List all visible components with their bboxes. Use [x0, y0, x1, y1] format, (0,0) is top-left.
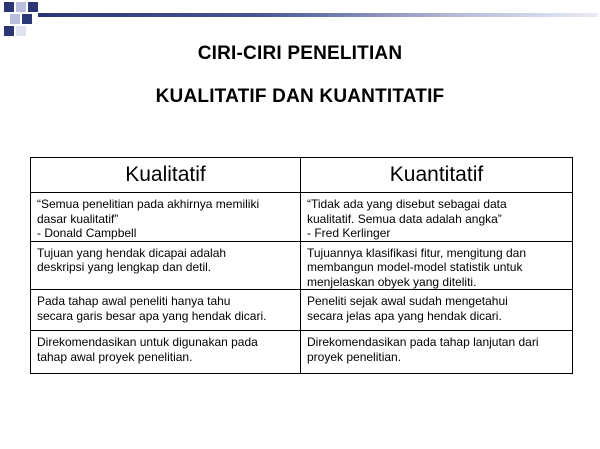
- cell-kuantitatif: [301, 331, 573, 374]
- deco-square: [4, 2, 14, 12]
- deco-square: [16, 2, 26, 12]
- cell-kuantitatif: [301, 290, 573, 331]
- cell-text-line: proyek penelitian.: [307, 349, 402, 364]
- table-row: [31, 290, 573, 331]
- header-rule: [38, 13, 598, 17]
- cell-text-line: deskripsi yang lengkap dan detil.: [37, 260, 212, 274]
- cell-text-line: “Semua penelitian pada akhirnya memiliki: [37, 197, 260, 211]
- deco-square: [22, 14, 32, 24]
- table-row: [31, 331, 573, 374]
- deco-square: [28, 2, 38, 12]
- decorative-squares: [0, 0, 60, 44]
- cell-text-line: - Donald Campbell: [37, 226, 137, 240]
- table-header-row: [31, 158, 573, 193]
- cell-kualitatif: [31, 241, 301, 290]
- cell-text-line: Tujuan yang hendak dicapai adalah: [37, 245, 227, 260]
- cell-kualitatif: [31, 290, 301, 331]
- cell-kuantitatif: [301, 241, 573, 290]
- table-row: [31, 241, 573, 290]
- cell-kualitatif: [31, 193, 301, 242]
- slide-title-line-2: KUALITATIF DAN KUANTITATIF: [155, 86, 445, 107]
- slide-title-line-1: CIRI-CIRI PENELITIAN: [197, 43, 403, 64]
- deco-square: [16, 26, 26, 36]
- cell-text-line: Pada tahap awal peneliti hanya tahu: [37, 294, 231, 308]
- cell-text-line: - Fred Kerlinger: [307, 226, 391, 240]
- header-kualitatif: Kualitatif: [31, 158, 301, 193]
- header-kuantitatif: Kuantitatif: [301, 158, 573, 193]
- cell-text-line: Tujuannya klasifikasi fitur, mengitung dan: [307, 245, 527, 260]
- cell-text-line: tahap awal proyek penelitian.: [37, 349, 193, 364]
- deco-square: [4, 26, 14, 36]
- cell-kualitatif: [31, 331, 301, 374]
- comparison-table: [30, 157, 573, 374]
- cell-text-line: kualitatif. Semua data adalah angka”: [307, 211, 502, 226]
- cell-text-line: Direkomendasikan untuk digunakan pada: [37, 335, 258, 349]
- deco-square: [10, 14, 20, 24]
- cell-kuantitatif: [301, 193, 573, 242]
- cell-text-line: dasar kualitatif”: [37, 211, 119, 226]
- cell-text-line: secara jelas apa yang hendak dicari.: [307, 308, 502, 323]
- cell-text-line: secara garis besar apa yang hendak dicari.: [37, 308, 267, 323]
- cell-text-line: “Tidak ada yang disebut sebagai data: [307, 197, 507, 211]
- cell-text-line: Direkomendasikan pada tahap lanjutan dari: [307, 335, 539, 349]
- cell-text-line: membangun model-model statistik untuk: [307, 260, 523, 274]
- table-row: [31, 193, 573, 242]
- cell-text-line: menjelaskan obyek yang diteliti.: [307, 274, 477, 289]
- cell-text-line: Peneliti sejak awal sudah mengetahui: [307, 294, 508, 308]
